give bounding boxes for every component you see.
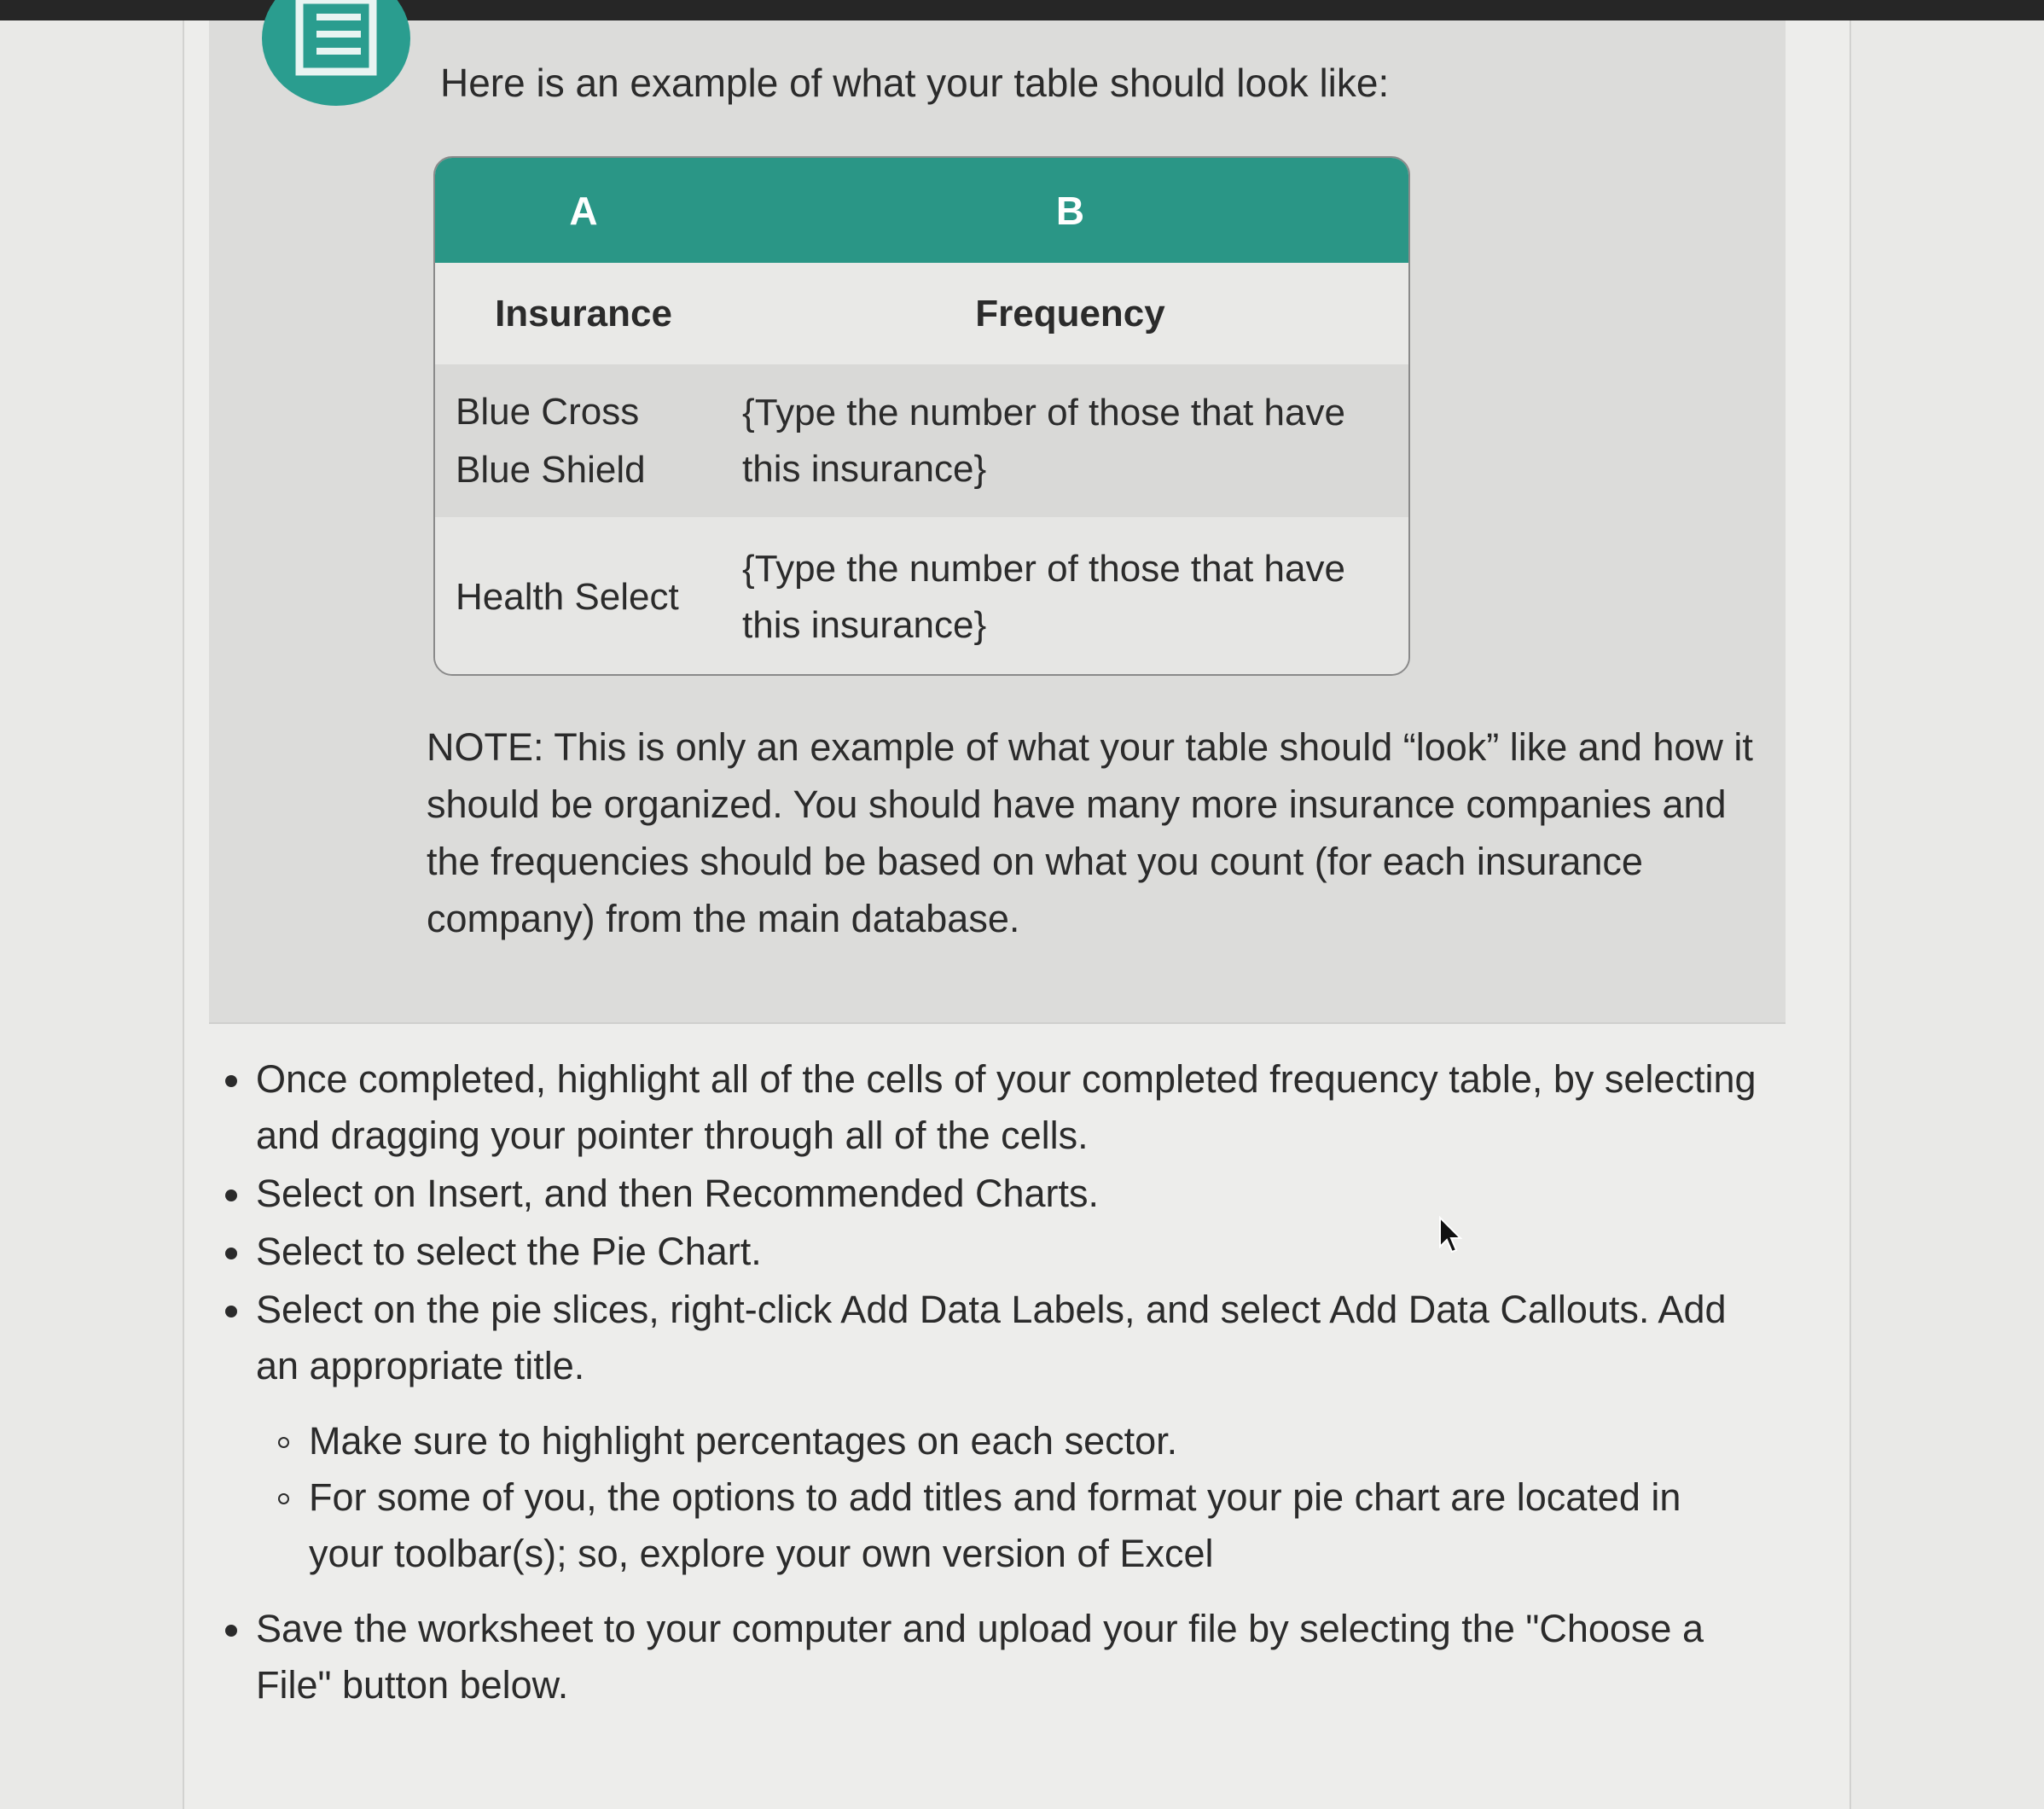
mouse-pointer-icon [1438,1216,1464,1259]
list-item [256,1166,1757,1222]
column-letter-b: B [1055,188,1085,233]
insurance-cell [435,364,732,517]
list-item [256,1051,1757,1164]
frequency-cell: {Type the number of those that have this insurance} [742,548,1345,646]
insurance-line: Blue Cross [456,390,640,433]
bullet-icon [225,1075,237,1087]
sub-list-item-text: Make sure to highlight percentages on each sector. [309,1419,1178,1463]
list-item-text: Once completed, highlight all of the cells of your completed frequency table, by selecting and dragging your pointer through all of the cells. [256,1057,1757,1157]
frequency-cell: {Type the number of those that have this insurance} [742,391,1345,490]
sub-list [256,1413,1757,1582]
bullet-icon [225,1190,237,1201]
example-table [433,156,1410,676]
circle-bullet-icon [278,1437,289,1448]
example-heading: Here is an example of what your table should look like: [440,61,1390,105]
list-item [256,1282,1757,1582]
insurance-line: Blue Shield [456,448,646,491]
list-item-text: Save the worksheet to your computer and upload your file by selecting the "Choose a File" button below. [256,1607,1704,1707]
circle-bullet-icon [278,1493,289,1504]
insurance-cell: Health Select [456,576,679,618]
bullet-icon [225,1248,237,1259]
sub-list-item [309,1469,1757,1582]
table-row [435,517,1408,676]
column-letter-row [435,158,1408,263]
header-row [435,263,1408,364]
list-item-text: Select on Insert, and then Recommended Charts. [256,1172,1100,1215]
bullet-icon [225,1625,237,1637]
list-item-text: Select on the pie slices, right-click Add Data Labels, and select Add Data Callouts. Add an appropriate title. [256,1288,1727,1387]
header-insurance: Insurance [495,292,672,334]
note-paragraph: NOTE: This is only an example of what your table should “look” like and how it should be organized. You should have many more insurance companies and the frequencies should be based on what you count (for each insurance company) from the main database. [427,725,1753,940]
sub-list-item [309,1413,1757,1469]
table-row [435,364,1408,517]
instruction-list [256,1051,1757,1715]
bullet-icon [225,1306,237,1317]
header-frequency: Frequency [975,292,1165,334]
list-item [256,1224,1757,1280]
list-item [256,1601,1757,1713]
column-letter-a: A [569,188,598,233]
list-item-text: Select to select the Pie Chart. [256,1230,762,1273]
sub-list-item-text: For some of you, the options to add titles and format your pie chart are located in your toolbar(s); so, explore your own version of Excel [309,1475,1681,1575]
